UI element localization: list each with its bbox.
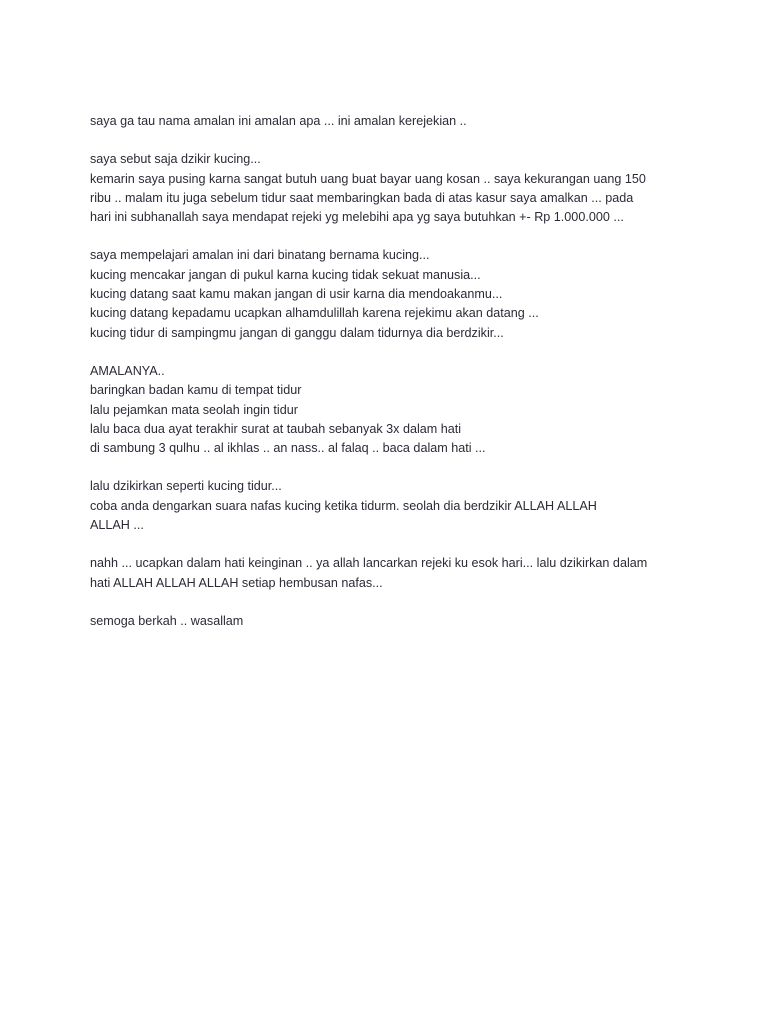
text-line: ribu .. malam itu juga sebelum tidur saat membaringkan bada di atas kasur saya amalkan ... pada bbox=[90, 190, 634, 205]
text-line: saya mempelajari amalan ini dari binatang bernama kucing... bbox=[90, 248, 430, 263]
text-line: semoga berkah .. wasallam bbox=[90, 613, 244, 628]
text-line: kucing datang saat kamu makan jangan di usir karna dia mendoakanmu... bbox=[90, 287, 503, 302]
text-line: saya ga tau nama amalan ini amalan apa ... ini amalan kerejekian .. bbox=[90, 114, 467, 128]
text-line: lalu baca dua ayat terakhir surat at taubah sebanyak 3x dalam hati bbox=[90, 421, 462, 436]
text-line: coba anda dengarkan suara nafas kucing ketika tidurm. seolah dia berdzikir ALLAH ALLAH bbox=[90, 498, 597, 513]
paragraph bbox=[90, 150, 690, 227]
text-line: nahh ... ucapkan dalam hati keinginan .. ya allah lancarkan rejeki ku esok hari... lalu dzikirkan dalam bbox=[90, 556, 648, 571]
text-line: hati ALLAH ALLAH ALLAH setiap hembusan nafas... bbox=[90, 575, 383, 590]
text-line: saya sebut saja dzikir kucing... bbox=[90, 152, 261, 167]
paragraph bbox=[90, 112, 690, 131]
text-line: ALLAH ... bbox=[90, 518, 144, 533]
text-line: kucing datang kepadamu ucapkan alhamdulillah karena rejekimu akan datang ... bbox=[90, 306, 539, 321]
paragraph bbox=[90, 477, 690, 535]
text-line: lalu dzikirkan seperti kucing tidur... bbox=[90, 479, 282, 494]
paragraph bbox=[90, 246, 690, 342]
text-line: kucing mencakar jangan di pukul karna kucing tidak sekuat manusia... bbox=[90, 267, 481, 282]
paragraph bbox=[90, 612, 690, 631]
text-line: lalu pejamkan mata seolah ingin tidur bbox=[90, 402, 298, 417]
text-line: AMALANYA.. bbox=[90, 363, 165, 378]
paragraph bbox=[90, 362, 690, 458]
text-line: kemarin saya pusing karna sangat butuh uang buat bayar uang kosan .. saya kekurangan uang 150 bbox=[90, 171, 646, 186]
paragraph bbox=[90, 554, 690, 593]
document-body bbox=[90, 112, 690, 650]
text-line: di sambung 3 qulhu .. al ikhlas .. an nass.. al falaq .. baca dalam hati ... bbox=[90, 441, 486, 456]
text-line: baringkan badan kamu di tempat tidur bbox=[90, 383, 302, 398]
text-line: kucing tidur di sampingmu jangan di ganggu dalam tidurnya dia berdzikir... bbox=[90, 325, 504, 340]
text-line: hari ini subhanallah saya mendapat rejeki yg melebihi apa yg saya butuhkan +- Rp 1.000.000 ... bbox=[90, 210, 624, 225]
